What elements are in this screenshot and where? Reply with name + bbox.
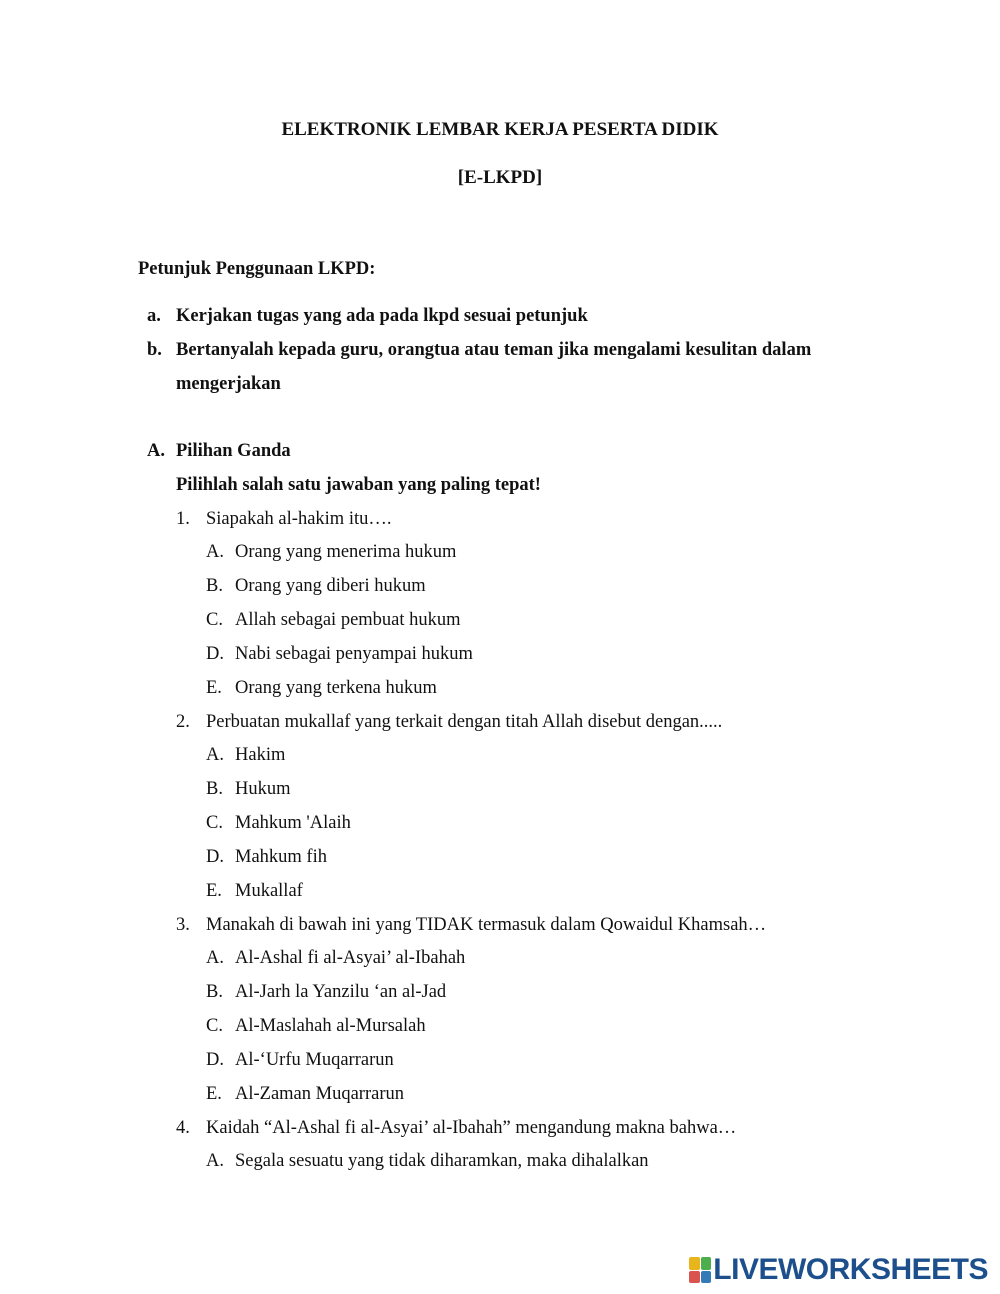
option-text[interactable]: Nabi sebagai penyampai hukum: [235, 644, 473, 664]
instruction-marker-a: a.: [147, 306, 161, 326]
option-letter[interactable]: E.: [206, 1084, 222, 1104]
logo-square-3: [689, 1271, 700, 1284]
page-subtitle: [E-LKPD]: [457, 167, 543, 188]
option-text[interactable]: Mahkum fih: [235, 847, 327, 867]
option-letter[interactable]: C.: [206, 1016, 223, 1036]
question-text: Manakah di bawah ini yang TIDAK termasuk dalam Qowaidul Khamsah…: [206, 915, 767, 935]
option-letter[interactable]: D.: [206, 644, 224, 664]
question-text: Siapakah al-hakim itu….: [206, 509, 392, 529]
option-letter[interactable]: A.: [206, 1151, 224, 1171]
instruction-item-b-continued: mengerjakan: [176, 374, 281, 394]
option-text[interactable]: Orang yang terkena hukum: [235, 678, 437, 698]
liveworksheets-mark-icon: [689, 1257, 711, 1283]
option-letter[interactable]: A.: [206, 745, 224, 765]
instruction-marker-b: b.: [147, 340, 162, 360]
section-marker: A.: [147, 441, 165, 461]
option-letter[interactable]: E.: [206, 678, 222, 698]
option-letter[interactable]: C.: [206, 610, 223, 630]
option-text[interactable]: Allah sebagai pembuat hukum: [235, 610, 461, 630]
question-number: 2.: [176, 712, 190, 732]
section-title: Pilihan Ganda: [176, 441, 291, 461]
option-text[interactable]: Al-‘Urfu Muqarrarun: [235, 1050, 394, 1070]
question-number: 1.: [176, 509, 190, 529]
page-title: ELEKTRONIK LEMBAR KERJA PESERTA DIDIK: [281, 119, 719, 140]
logo-text: LIVEWORKSHEETS: [713, 1253, 988, 1286]
instruction-item-a: Kerjakan tugas yang ada pada lkpd sesuai petunjuk: [176, 306, 588, 326]
option-text[interactable]: Al-Jarh la Yanzilu ‘an al-Jad: [235, 982, 447, 1002]
option-letter[interactable]: E.: [206, 881, 222, 901]
question-number: 3.: [176, 915, 190, 935]
option-letter[interactable]: C.: [206, 813, 223, 833]
option-letter[interactable]: D.: [206, 1050, 224, 1070]
logo-square-1: [689, 1257, 700, 1270]
logo-square-2: [701, 1257, 712, 1270]
option-letter[interactable]: B.: [206, 779, 223, 799]
option-letter[interactable]: B.: [206, 576, 223, 596]
liveworksheets-logo[interactable]: [689, 1253, 988, 1287]
option-text[interactable]: Mukallaf: [235, 881, 303, 901]
option-text[interactable]: Al-Zaman Muqarrarun: [235, 1084, 405, 1104]
instructions-heading: Petunjuk Penggunaan LKPD:: [138, 259, 376, 279]
option-text[interactable]: Hakim: [235, 745, 286, 765]
option-text[interactable]: Segala sesuatu yang tidak diharamkan, maka dihalalkan: [235, 1151, 649, 1171]
option-letter[interactable]: A.: [206, 542, 224, 562]
option-text[interactable]: Orang yang diberi hukum: [235, 576, 426, 596]
option-letter[interactable]: D.: [206, 847, 224, 867]
logo-square-4: [701, 1271, 712, 1284]
option-text[interactable]: Al-Maslahah al-Mursalah: [235, 1016, 426, 1036]
option-letter[interactable]: B.: [206, 982, 223, 1002]
question-number: 4.: [176, 1118, 190, 1138]
section-instruction: Pilihlah salah satu jawaban yang paling tepat!: [176, 475, 541, 495]
option-text[interactable]: Mahkum 'Alaih: [235, 813, 351, 833]
instruction-item-b: Bertanyalah kepada guru, orangtua atau teman jika mengalami kesulitan dalam: [176, 340, 812, 360]
option-text[interactable]: Al-Ashal fi al-Asyai’ al-Ibahah: [235, 948, 466, 968]
option-letter[interactable]: A.: [206, 948, 224, 968]
option-text[interactable]: Orang yang menerima hukum: [235, 542, 457, 562]
question-text: Kaidah “Al-Ashal fi al-Asyai’ al-Ibahah” mengandung makna bahwa…: [206, 1118, 737, 1138]
option-text[interactable]: Hukum: [235, 779, 291, 799]
question-text: Perbuatan mukallaf yang terkait dengan titah Allah disebut dengan.....: [206, 712, 723, 732]
